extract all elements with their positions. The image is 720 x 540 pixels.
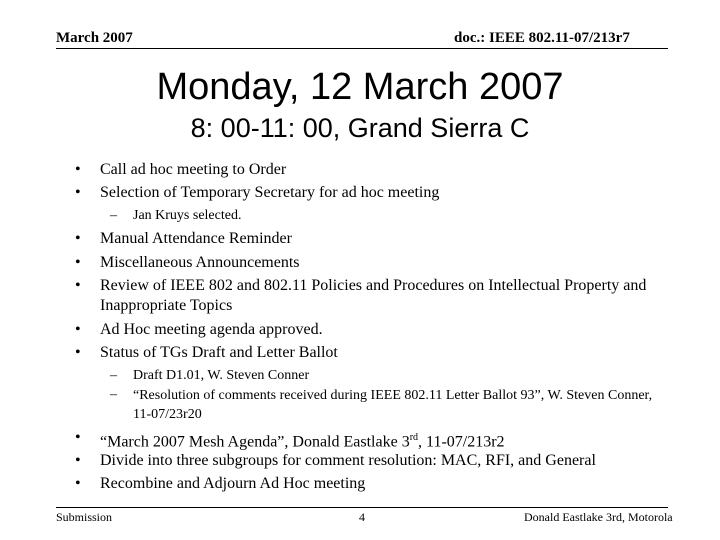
agenda-item-adjourn: Recombine and Adjourn Ad Hoc meeting [100, 475, 366, 492]
bullet-marker: • [75, 321, 81, 338]
sub-item-secretary-selected: Jan Kruys selected. [133, 208, 242, 223]
sub-bullet-dash: – [110, 208, 117, 223]
sub-item-resolution-doc: “Resolution of comments received during IEEE 802.11 Letter Ballot 93”, W. Steven Conner, 11-07/23r20 [133, 388, 653, 422]
bullet-marker: • [75, 184, 81, 201]
header-rule [56, 48, 668, 49]
mesh-agenda-doc: , 11-07/213r2 [418, 433, 505, 451]
agenda-item-call-to-order: Call ad hoc meeting to Order [100, 161, 287, 178]
agenda-item-attendance: Manual Attendance Reminder [100, 230, 292, 247]
mesh-agenda-text: “March 2007 Mesh Agenda”, Donald Eastlake 3 [100, 433, 410, 451]
slide-subtitle: 8: 00-11: 00, Grand Sierra C [190, 113, 530, 143]
agenda-item-agenda-approved: Ad Hoc meeting agenda approved. [100, 321, 323, 338]
agenda-item-subgroups: Divide into three subgroups for comment resolution: MAC, RFI, and General [100, 452, 596, 469]
page-number: 4 [359, 510, 365, 524]
bullet-marker: • [75, 475, 81, 492]
bullet-marker: • [75, 344, 81, 361]
header-doc-id: doc.: IEEE 802.11-07/213r7 [454, 30, 630, 46]
bullet-marker: • [75, 277, 81, 294]
bullet-marker: • [75, 429, 81, 446]
sub-bullet-dash: – [110, 387, 117, 402]
footer-rule [56, 507, 668, 508]
agenda-item-announcements: Miscellaneous Announcements [100, 254, 300, 271]
footer-submission: Submission [56, 510, 113, 524]
bullet-marker: • [75, 254, 81, 271]
agenda-item-policies: Review of IEEE 802 and 802.11 Policies and Procedures on Intellectual Property and Inappropriate Topics [100, 277, 647, 314]
slide-title: Monday, 12 March 2007 [156, 66, 564, 108]
bullet-marker: • [75, 161, 81, 178]
header-date: March 2007 [56, 30, 133, 46]
agenda-item-secretary: Selection of Temporary Secretary for ad hoc meeting [100, 184, 440, 201]
sub-bullet-dash: – [110, 368, 117, 383]
bullet-marker: • [75, 230, 81, 247]
agenda-item-mesh-agenda [100, 428, 505, 452]
sub-item-draft: Draft D1.01, W. Steven Conner [133, 368, 310, 383]
bullet-marker: • [75, 452, 81, 469]
mesh-agenda-ordinal: rd [409, 432, 419, 443]
footer-author: Donald Eastlake 3rd, Motorola [524, 510, 673, 524]
agenda-item-tgs-status: Status of TGs Draft and Letter Ballot [100, 344, 338, 361]
